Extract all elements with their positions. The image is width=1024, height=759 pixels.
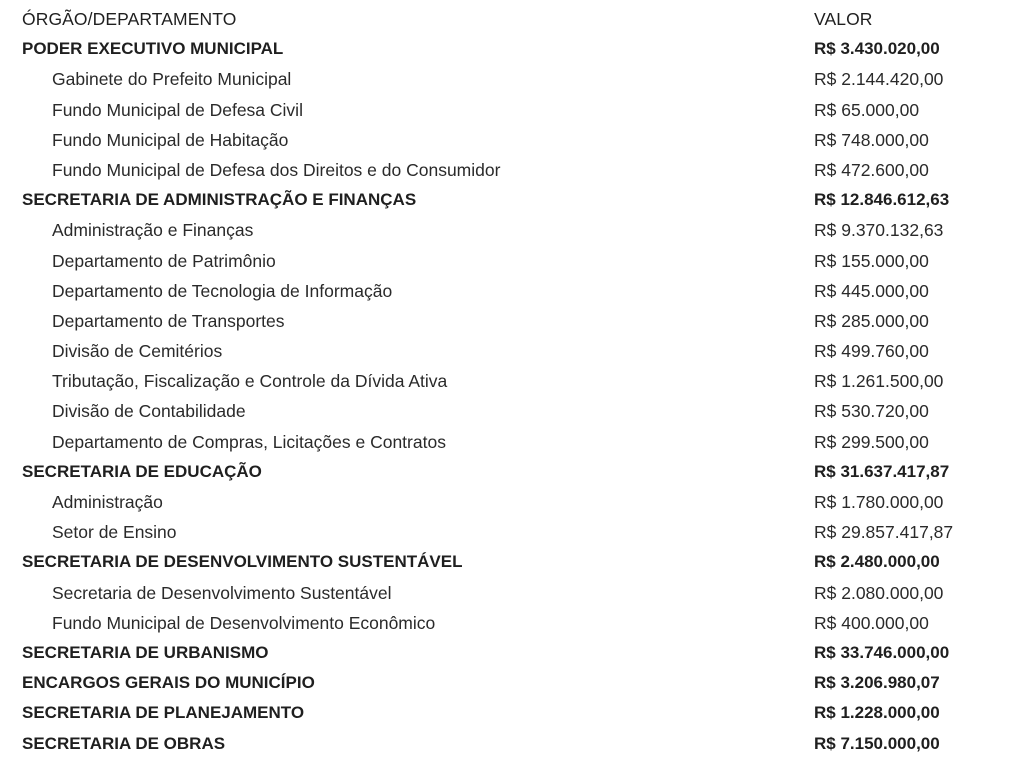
item-value: R$ 499.760,00 bbox=[814, 341, 929, 362]
item-value: R$ 530.720,00 bbox=[814, 401, 929, 422]
item-value: R$ 400.000,00 bbox=[814, 612, 929, 633]
table-row-item bbox=[22, 366, 1002, 396]
group-label: SECRETARIA DE DESENVOLVIMENTO SUSTENTÁVEL bbox=[22, 552, 463, 572]
column-header-value: VALOR bbox=[814, 9, 873, 29]
table-row-group bbox=[22, 698, 1002, 728]
item-label: Departamento de Compras, Licitações e Contratos bbox=[52, 431, 446, 452]
item-label: Divisão de Cemitérios bbox=[52, 341, 223, 362]
item-label: Gabinete do Prefeito Municipal bbox=[52, 69, 292, 90]
table-row-item bbox=[22, 64, 1002, 94]
table-row-item bbox=[22, 306, 1002, 336]
table-row-group bbox=[22, 457, 1002, 487]
table-row-item bbox=[22, 608, 1002, 638]
table-row-group bbox=[22, 729, 1002, 759]
item-label: Fundo Municipal de Habitação bbox=[52, 129, 289, 150]
group-label: SECRETARIA DE URBANISMO bbox=[22, 642, 269, 662]
table-row-item bbox=[22, 246, 1002, 276]
table-row-group bbox=[22, 638, 1002, 668]
item-value: R$ 2.144.420,00 bbox=[814, 69, 944, 90]
group-value: R$ 1.228.000,00 bbox=[814, 703, 940, 723]
item-value: R$ 9.370.132,63 bbox=[814, 220, 944, 241]
item-label: Divisão de Contabilidade bbox=[52, 401, 246, 422]
table-body bbox=[22, 34, 1002, 759]
item-label: Administração e Finanças bbox=[52, 220, 254, 241]
item-value: R$ 29.857.417,87 bbox=[814, 522, 954, 543]
table-row-item bbox=[22, 427, 1002, 457]
table-row-item bbox=[22, 336, 1002, 366]
item-value: R$ 285.000,00 bbox=[814, 310, 929, 331]
item-label: Administração bbox=[52, 492, 163, 512]
table-row-item bbox=[22, 215, 1002, 245]
table-row-item bbox=[22, 95, 1002, 125]
item-label: Setor de Ensino bbox=[52, 522, 177, 543]
item-value: R$ 748.000,00 bbox=[814, 129, 929, 150]
item-label: Departamento de Transportes bbox=[52, 310, 285, 331]
item-value: R$ 299.500,00 bbox=[814, 431, 929, 452]
item-label: Tributação, Fiscalização e Controle da Dívida Ativa bbox=[52, 371, 448, 392]
group-value: R$ 3.206.980,07 bbox=[814, 673, 940, 693]
item-value: R$ 472.600,00 bbox=[814, 159, 929, 180]
item-value: R$ 2.080.000,00 bbox=[814, 582, 944, 603]
table-row-item bbox=[22, 487, 1002, 517]
item-value: R$ 1.261.500,00 bbox=[814, 371, 944, 392]
item-value: R$ 65.000,00 bbox=[814, 99, 920, 120]
item-label: Fundo Municipal de Defesa dos Direitos e do Consumidor bbox=[52, 159, 501, 180]
group-label: ENCARGOS GERAIS DO MUNICÍPIO bbox=[22, 673, 315, 693]
table-row-group bbox=[22, 668, 1002, 698]
item-label: Fundo Municipal de Defesa Civil bbox=[52, 99, 303, 120]
item-label: Departamento de Tecnologia de Informação bbox=[52, 280, 393, 301]
table-row-group bbox=[22, 34, 1002, 64]
group-value: R$ 33.746.000,00 bbox=[814, 642, 950, 662]
table-row-item bbox=[22, 578, 1002, 608]
group-label: SECRETARIA DE PLANEJAMENTO bbox=[22, 703, 305, 723]
item-value: R$ 1.780.000,00 bbox=[814, 492, 944, 512]
item-label: Fundo Municipal de Desenvolvimento Econômico bbox=[52, 612, 436, 633]
group-value: R$ 7.150.000,00 bbox=[814, 733, 940, 753]
group-value: R$ 2.480.000,00 bbox=[814, 552, 940, 572]
item-label: Secretaria de Desenvolvimento Sustentável bbox=[52, 582, 392, 603]
group-value: R$ 31.637.417,87 bbox=[814, 461, 950, 481]
table-row-group bbox=[22, 185, 1002, 215]
group-label: PODER EXECUTIVO MUNICIPAL bbox=[22, 39, 284, 59]
table-row-item bbox=[22, 276, 1002, 306]
budget-table bbox=[22, 4, 1002, 759]
group-value: R$ 12.846.612,63 bbox=[814, 190, 950, 210]
group-label: SECRETARIA DE ADMINISTRAÇÃO E FINANÇAS bbox=[22, 190, 417, 210]
group-label: SECRETARIA DE OBRAS bbox=[22, 733, 226, 753]
item-value: R$ 155.000,00 bbox=[814, 250, 929, 271]
group-value: R$ 3.430.020,00 bbox=[814, 39, 940, 59]
table-row-item bbox=[22, 396, 1002, 426]
table-row-group bbox=[22, 547, 1002, 577]
table-row-item bbox=[22, 517, 1002, 547]
item-label: Departamento de Patrimônio bbox=[52, 250, 276, 271]
column-header-department: ÓRGÃO/DEPARTAMENTO bbox=[22, 9, 237, 29]
table-header bbox=[22, 4, 1002, 34]
group-label: SECRETARIA DE EDUCAÇÃO bbox=[22, 461, 262, 481]
item-value: R$ 445.000,00 bbox=[814, 280, 929, 301]
table-row-item bbox=[22, 125, 1002, 155]
table-row-item bbox=[22, 155, 1002, 185]
